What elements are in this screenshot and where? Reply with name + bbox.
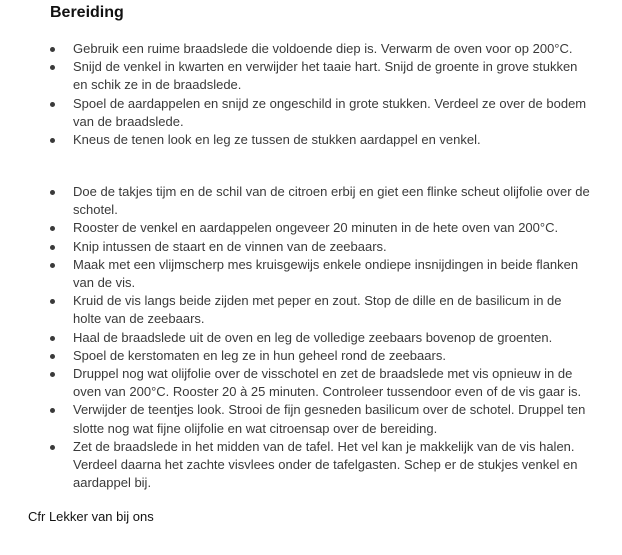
bullet-icon xyxy=(50,245,55,250)
bullet-icon xyxy=(50,263,55,268)
step-text: Druppel nog wat olijfolie over de visschotel en zet de braadslede met vis opnieuw in de oven van 200°C. Rooster 20 à 25 minuten. Controleer tussendoor even of de vis gaar is. xyxy=(73,366,582,400)
list-item xyxy=(50,365,590,401)
steps-list-preparation xyxy=(50,40,590,149)
list-item xyxy=(50,438,590,493)
section-title: Bereiding xyxy=(50,4,124,21)
bullet-icon xyxy=(50,354,55,359)
step-text: Haal de braadslede uit de oven en leg de volledige zeebaars bovenop de groenten. xyxy=(73,329,553,345)
list-item xyxy=(50,347,590,365)
list-item xyxy=(50,58,590,94)
list-item xyxy=(50,329,590,347)
step-text: Snijd de venkel in kwarten en verwijder het taaie hart. Snijd de groente in grove stukken en schik ze in de braadslede. xyxy=(73,59,578,93)
source-credit: Cfr Lekker van bij ons xyxy=(28,509,154,524)
step-text: Zet de braadslede in het midden van de tafel. Het vel kan je makkelijk van de vis halen. Verdeel daarna het zachte visvlees onder de tafelgasten. Schep er de stukjes venkel en aardappel bij. xyxy=(73,438,578,491)
list-item xyxy=(50,183,590,219)
bullet-icon xyxy=(50,190,55,195)
step-text: Rooster de venkel en aardappelen ongeveer 20 minuten in de hete oven van 200°C. xyxy=(73,220,559,236)
list-item xyxy=(50,238,590,256)
step-text: Spoel de aardappelen en snijd ze ongeschild in grote stukken. Verdeel ze over de bodem van de braadslede. xyxy=(73,95,587,129)
bullet-icon xyxy=(50,47,55,52)
step-text: Maak met een vlijmscherp mes kruisgewijs enkele ondiepe insnijdingen in beide flanken van de vis. xyxy=(73,256,579,291)
bullet-icon xyxy=(50,65,55,70)
list-item xyxy=(50,219,590,237)
step-text: Kneus de tenen look en leg ze tussen de stukken aardappel en venkel. xyxy=(73,132,481,148)
bullet-icon xyxy=(50,372,55,377)
list-item xyxy=(50,131,590,149)
list-item xyxy=(50,95,590,131)
bullet-icon xyxy=(50,408,55,413)
list-item xyxy=(50,256,590,292)
bullet-icon xyxy=(50,299,55,304)
bullet-icon xyxy=(50,138,55,143)
step-text: Gebruik een ruime braadslede die voldoende diep is. Verwarm de oven voor op 200°C. xyxy=(73,41,573,56)
bullet-icon xyxy=(50,226,55,231)
step-text: Doe de takjes tijm en de schil van de citroen erbij en giet een flinke scheut olijfolie over de schotel. xyxy=(73,184,590,218)
list-item xyxy=(50,292,590,328)
step-text: Kruid de vis langs beide zijden met peper en zout. Stop de dille en de basilicum in de holte van de zeebaars. xyxy=(73,293,562,327)
bullet-icon xyxy=(50,445,55,450)
bullet-icon xyxy=(50,102,55,107)
bullet-icon xyxy=(50,336,55,341)
list-item xyxy=(50,40,590,58)
step-text: Verwijder de teentjes look. Strooi de fijn gesneden basilicum over de schotel. Druppel ten slotte nog wat fijne olijfolie en wat citroensap over de bereiding. xyxy=(73,402,586,436)
list-item xyxy=(50,401,590,437)
step-text: Spoel de kerstomaten en leg ze in hun geheel rond de zeebaars. xyxy=(73,347,446,363)
step-text: Knip intussen de staart en de vinnen van de zeebaars. xyxy=(73,238,387,254)
steps-list-cooking xyxy=(50,183,590,492)
